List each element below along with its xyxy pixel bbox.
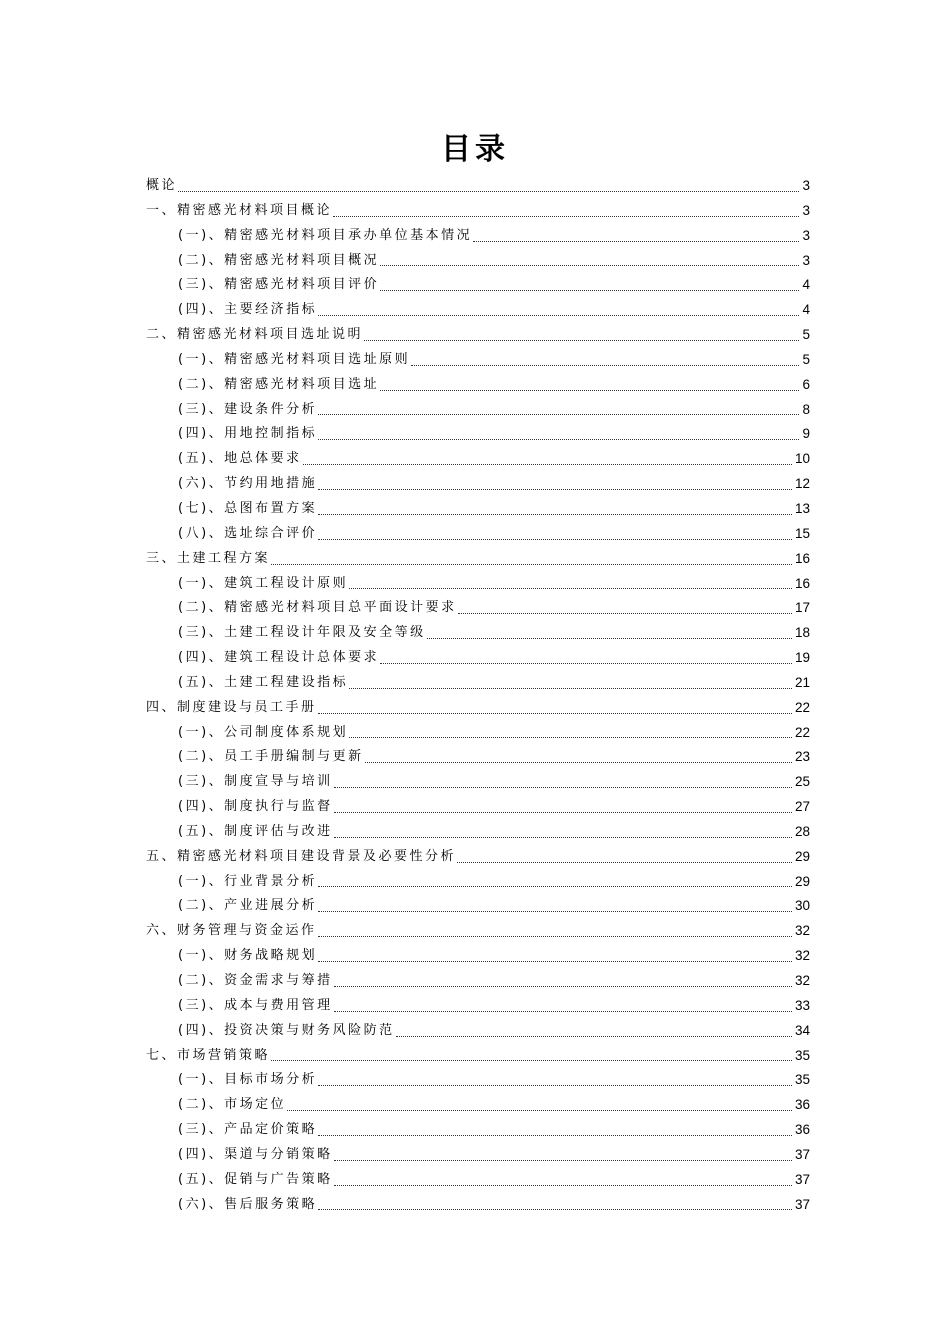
toc-page-number: 36 <box>794 1122 810 1138</box>
toc-page-number: 32 <box>794 923 810 939</box>
toc-page-number: 3 <box>802 178 810 193</box>
dot-leader <box>349 587 792 589</box>
toc-subentry[interactable] <box>146 721 810 746</box>
toc-entry-label: (二)、精密感光材料项目概况 <box>178 252 380 268</box>
toc-entry-label: 四、制度建设与员工手册 <box>146 699 317 715</box>
toc-entry-label: (五)、制度评估与改进 <box>178 823 333 839</box>
toc-entry-label: (六)、售后服务策略 <box>178 1196 318 1212</box>
toc-entry-label: (三)、建设条件分析 <box>178 401 318 417</box>
toc-page-number: 35 <box>794 1072 810 1088</box>
toc-subentry[interactable] <box>146 298 810 323</box>
toc-page-number: 36 <box>794 1097 810 1113</box>
toc-subentry[interactable] <box>146 994 810 1019</box>
toc-page-number: 29 <box>794 848 810 864</box>
toc-subentry[interactable] <box>146 447 810 472</box>
toc-page-number: 15 <box>794 525 810 541</box>
toc-entry[interactable] <box>146 696 810 721</box>
dot-leader <box>318 935 792 937</box>
toc-subentry[interactable] <box>146 621 810 646</box>
toc-entry-label: (三)、精密感光材料项目评价 <box>178 277 380 293</box>
toc-entry-label: (一)、精密感光材料项目承办单位基本情况 <box>178 227 473 243</box>
toc-entry-label: (二)、员工手册编制与更新 <box>178 749 364 765</box>
toc-page-number: 10 <box>794 451 810 467</box>
toc-subentry[interactable] <box>146 1193 810 1218</box>
toc-entry-label: (三)、产品定价策略 <box>178 1122 318 1138</box>
toc-page-number: 19 <box>794 650 810 666</box>
dot-leader <box>364 339 799 341</box>
dot-leader <box>458 612 792 614</box>
toc-subentry[interactable] <box>146 969 810 994</box>
toc-entry-label: (三)、土建工程设计年限及安全等级 <box>178 625 426 641</box>
toc-page-number: 18 <box>794 625 810 641</box>
toc-subentry[interactable] <box>146 745 810 770</box>
toc-page-number: 22 <box>794 699 810 715</box>
toc-subentry[interactable] <box>146 373 810 398</box>
dot-leader <box>334 786 792 788</box>
toc-subentry[interactable] <box>146 820 810 845</box>
dot-leader <box>334 836 792 838</box>
toc-subentry[interactable] <box>146 646 810 671</box>
table-of-contents <box>146 174 810 1217</box>
toc-page-number: 23 <box>794 749 810 765</box>
toc-entry-label: (三)、制度宣导与培训 <box>178 774 333 790</box>
toc-page-number: 32 <box>794 973 810 988</box>
toc-subentry[interactable] <box>146 522 810 547</box>
dot-leader <box>349 687 792 689</box>
toc-entry-label: (六)、节约用地措施 <box>178 476 318 492</box>
toc-entry[interactable] <box>146 547 810 572</box>
toc-page-number: 16 <box>794 550 810 566</box>
dot-leader <box>334 811 792 813</box>
dot-leader <box>457 861 792 863</box>
dot-leader <box>334 985 792 987</box>
toc-page-number: 17 <box>794 600 810 616</box>
toc-page-number: 34 <box>794 1022 810 1038</box>
toc-entry-label: (二)、产业进展分析 <box>178 898 318 914</box>
toc-page-number: 3 <box>802 252 810 268</box>
toc-page-number: 37 <box>794 1146 810 1162</box>
toc-entry-label: (二)、精密感光材料项目选址 <box>178 376 380 392</box>
dot-leader <box>271 563 792 565</box>
dot-leader <box>318 885 792 887</box>
dot-leader <box>396 1035 792 1037</box>
dot-leader <box>334 1010 792 1012</box>
toc-entry[interactable] <box>146 199 810 224</box>
toc-entry-label: (二)、精密感光材料项目总平面设计要求 <box>178 600 457 616</box>
toc-page-number: 6 <box>802 376 810 392</box>
toc-subentry[interactable] <box>146 497 810 522</box>
dot-leader <box>318 1134 792 1136</box>
dot-leader <box>318 1208 792 1210</box>
toc-page-number: 12 <box>794 476 810 492</box>
toc-subentry[interactable] <box>146 671 810 696</box>
toc-page-number: 35 <box>794 1047 810 1063</box>
toc-entry-label: (四)、建筑工程设计总体要求 <box>178 650 380 666</box>
toc-entry[interactable] <box>146 174 810 199</box>
toc-entry-label: 二、精密感光材料项目选址说明 <box>146 327 364 343</box>
toc-entry-label: (一)、建筑工程设计原则 <box>178 575 349 591</box>
toc-page-number: 16 <box>794 575 810 591</box>
toc-entry-label: (一)、行业背景分析 <box>178 873 318 889</box>
toc-entry-label: 三、土建工程方案 <box>146 550 271 566</box>
toc-entry-label: (四)、制度执行与监督 <box>178 799 333 815</box>
dot-leader <box>380 264 799 266</box>
dot-leader <box>271 1059 792 1061</box>
toc-entry-label: (四)、投资决策与财务风险防范 <box>178 1022 395 1038</box>
toc-subentry[interactable] <box>146 894 810 919</box>
toc-page-number: 3 <box>802 202 810 218</box>
dot-leader <box>287 1109 792 1111</box>
toc-subentry[interactable] <box>146 596 810 621</box>
dot-leader <box>334 1159 792 1161</box>
toc-page-number: 30 <box>794 898 810 914</box>
dot-leader <box>318 910 792 912</box>
toc-page-number: 13 <box>794 500 810 516</box>
toc-subentry[interactable] <box>146 770 810 795</box>
toc-entry-label: (一)、公司制度体系规划 <box>178 724 349 740</box>
toc-page-number: 37 <box>794 1171 810 1187</box>
toc-page-number: 37 <box>794 1196 810 1212</box>
dot-leader <box>318 513 792 515</box>
toc-entry-label: (七)、总图布置方案 <box>178 500 318 516</box>
dot-leader <box>318 1084 792 1086</box>
toc-subentry[interactable] <box>146 1093 810 1118</box>
toc-title: 目录 <box>441 132 509 167</box>
toc-subentry[interactable] <box>146 249 810 274</box>
toc-page-number: 29 <box>794 873 810 889</box>
toc-entry-label: (二)、资金需求与筹措 <box>178 973 333 988</box>
toc-entry[interactable] <box>146 323 810 348</box>
toc-page-number: 21 <box>794 674 810 690</box>
toc-entry-label: (四)、渠道与分销策略 <box>178 1146 333 1162</box>
toc-page-number: 9 <box>802 426 810 442</box>
toc-page-number: 33 <box>794 997 810 1013</box>
toc-subentry[interactable] <box>146 1118 810 1143</box>
dot-leader <box>318 712 792 714</box>
dot-leader <box>318 538 792 540</box>
toc-entry[interactable] <box>146 1044 810 1069</box>
dot-leader <box>318 314 799 316</box>
toc-entry-label: (四)、用地控制指标 <box>178 426 318 442</box>
toc-subentry[interactable] <box>146 422 810 447</box>
toc-entry-label: 七、市场营销策略 <box>146 1047 271 1063</box>
toc-page-number: 5 <box>802 351 810 367</box>
toc-subentry[interactable] <box>146 1019 810 1044</box>
toc-subentry[interactable] <box>146 398 810 423</box>
dot-leader <box>380 662 792 664</box>
dot-leader <box>427 637 792 639</box>
toc-page-number: 4 <box>802 277 810 293</box>
toc-entry-label: (五)、土建工程建设指标 <box>178 674 349 690</box>
dot-leader <box>333 215 799 217</box>
dot-leader <box>178 190 799 192</box>
dot-leader <box>380 389 799 391</box>
toc-entry[interactable] <box>146 919 810 944</box>
toc-entry-label: (五)、地总体要求 <box>178 451 302 467</box>
toc-page-number: 32 <box>794 948 810 964</box>
dot-leader <box>334 1184 792 1186</box>
toc-page-number: 3 <box>802 227 810 243</box>
toc-subentry[interactable] <box>146 944 810 969</box>
toc-page-number: 22 <box>794 724 810 740</box>
toc-subentry[interactable] <box>146 1068 810 1093</box>
toc-subentry[interactable] <box>146 224 810 249</box>
toc-subentry[interactable] <box>146 348 810 373</box>
toc-entry[interactable] <box>146 845 810 870</box>
toc-page-number: 8 <box>802 401 810 417</box>
toc-entry-label: (三)、成本与费用管理 <box>178 997 333 1013</box>
toc-entry-label: 一、精密感光材料项目概论 <box>146 202 333 218</box>
toc-subentry[interactable] <box>146 472 810 497</box>
dot-leader <box>380 289 799 291</box>
dot-leader <box>473 240 799 242</box>
toc-subentry[interactable] <box>146 273 810 298</box>
toc-entry-label: (一)、财务战略规划 <box>178 948 318 964</box>
toc-subentry[interactable] <box>146 1143 810 1168</box>
toc-subentry[interactable] <box>146 1168 810 1193</box>
toc-entry-label: (一)、目标市场分析 <box>178 1072 318 1088</box>
toc-entry-label: (四)、主要经济指标 <box>178 302 318 318</box>
dot-leader <box>318 413 799 415</box>
toc-entry-label: (一)、精密感光材料项目选址原则 <box>178 351 411 367</box>
toc-entry-label: (二)、市场定位 <box>178 1097 287 1113</box>
toc-subentry[interactable] <box>146 870 810 895</box>
toc-subentry[interactable] <box>146 795 810 820</box>
toc-subentry[interactable] <box>146 572 810 597</box>
toc-entry-label: (五)、促销与广告策略 <box>178 1171 333 1187</box>
dot-leader <box>318 488 792 490</box>
toc-page-number: 27 <box>794 799 810 815</box>
toc-entry-label: 五、精密感光材料项目建设背景及必要性分析 <box>146 848 457 864</box>
dot-leader <box>365 761 792 763</box>
dot-leader <box>318 960 792 962</box>
toc-entry-label: (八)、选址综合评价 <box>178 525 318 541</box>
dot-leader <box>318 438 799 440</box>
toc-page-number: 5 <box>802 327 810 343</box>
toc-page-number: 25 <box>794 774 810 790</box>
dot-leader <box>411 364 799 366</box>
toc-entry-label: 六、财务管理与资金运作 <box>146 923 317 939</box>
toc-page-number: 4 <box>802 302 810 318</box>
dot-leader <box>349 736 792 738</box>
toc-entry-label: 概论 <box>146 178 178 193</box>
toc-page-number: 28 <box>794 823 810 839</box>
dot-leader <box>303 463 792 465</box>
